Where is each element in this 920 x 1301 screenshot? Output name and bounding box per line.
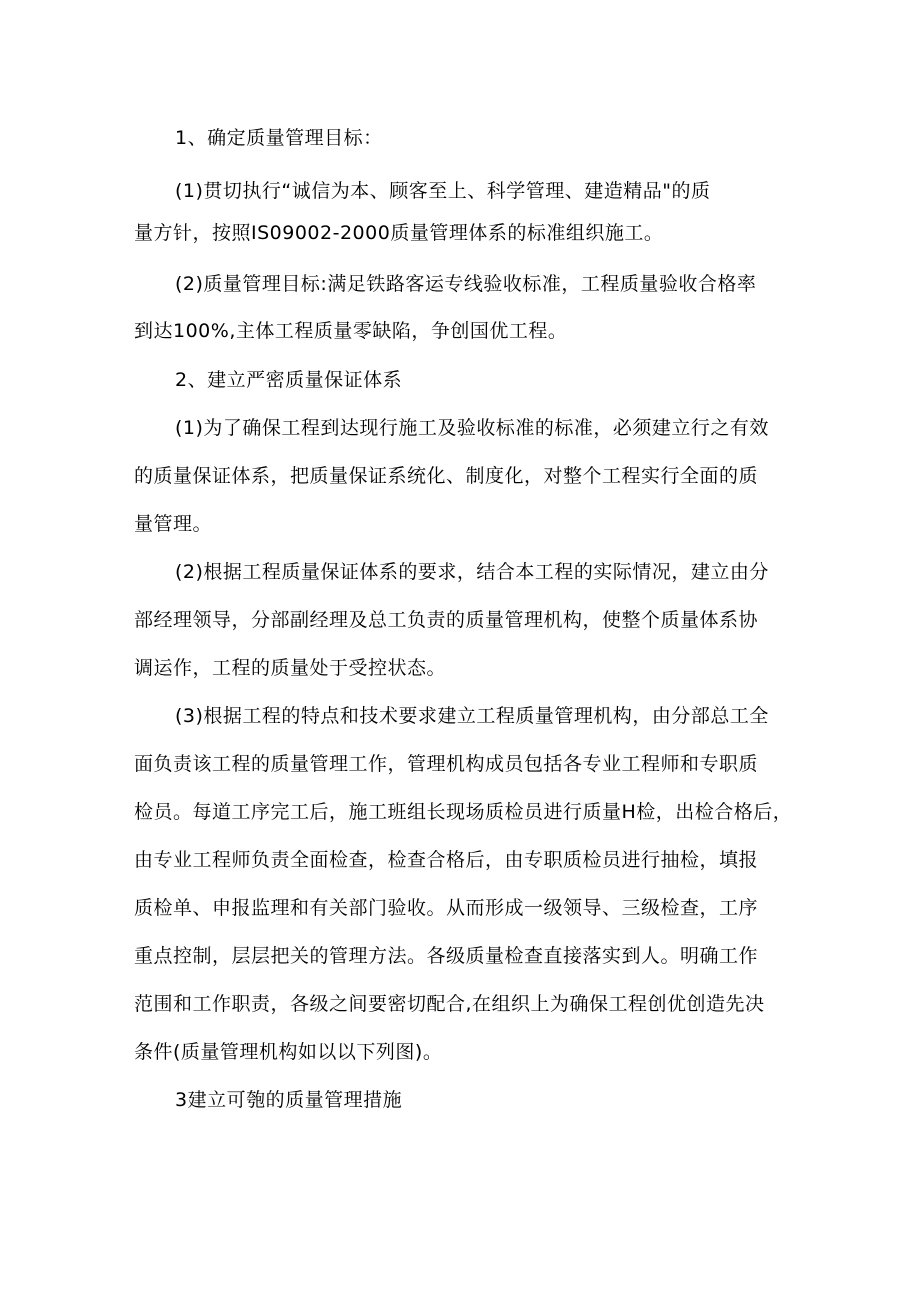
paragraph-2-2-line-2: 部经理领导，分部副经理及总工负责的质量管理机构，使整个质量体系协 xyxy=(134,609,759,631)
heading-1: 1、确定质量管理目标： xyxy=(175,127,383,149)
heading-3: 3建立可匏的质量管理措施 xyxy=(175,1089,403,1111)
paragraph-2-3-line-6: 重点控制，层层把关的管理方法。各级质量检查直接落实到人。明确工作 xyxy=(134,945,759,967)
heading-2: 2、建立严密质量保证体系 xyxy=(175,369,403,391)
paragraph-2-3-line-1: (3)根据工程的特点和技术要求建立工程质量管理机构，由分部总工全 xyxy=(175,705,769,727)
paragraph-1-1-line-2: 量方针，按照IS09002-2000质量管理体系的标准组织施工。 xyxy=(134,222,664,244)
paragraph-2-1-line-2: 的质量保证体系，把质量保证系统化、制度化，对整个工程实行全面的质 xyxy=(134,465,759,487)
paragraph-2-3-line-8: 条件(质量管理机构如以以下列图)。 xyxy=(134,1041,443,1063)
paragraph-2-3-line-7: 范围和工作职责，各级之间要密切配合,在组织上为确保工程创优创造先决 xyxy=(134,993,765,1015)
paragraph-2-2-line-3: 调运作，工程的质量处于受控状态。 xyxy=(134,657,447,679)
paragraph-2-1-line-1: (1)为了确保工程到达现行施工及验收标准的标准，必须建立行之有效 xyxy=(175,417,769,439)
paragraph-2-3-line-3: 检员。每道工序完工后，施工班组长现场质检员进行质量H检，出检合格后， xyxy=(134,801,793,823)
paragraph-2-3-line-5: 质检单、申报监理和有关部门验收。从而形成一级领导、三级检查，工序 xyxy=(134,897,759,919)
paragraph-2-3-line-4: 由专业工程师负责全面检查，检查合格后，由专职质检员进行抽检，填报 xyxy=(134,849,759,871)
paragraph-1-2-line-1: (2)质量管理目标:满足铁路客运专线验收标准，工程质量验收合格率 xyxy=(175,273,757,295)
paragraph-1-2-line-2: 到达100%,主体工程质量零缺陷，争创国优工程。 xyxy=(134,320,568,342)
paragraph-2-2-line-1: (2)根据工程质量保证体系的要求，结合本工程的实际情况，建立由分 xyxy=(175,561,769,583)
paragraph-2-1-line-3: 量管理。 xyxy=(134,513,213,535)
paragraph-1-1-line-1: (1)贯切执行“诚信为本、顾客至上、科学管理、建造精品"的质 xyxy=(175,180,711,202)
paragraph-2-3-line-2: 面负责该工程的质量管理工作，管理机构成员包括各专业工程师和专职质 xyxy=(134,753,759,775)
